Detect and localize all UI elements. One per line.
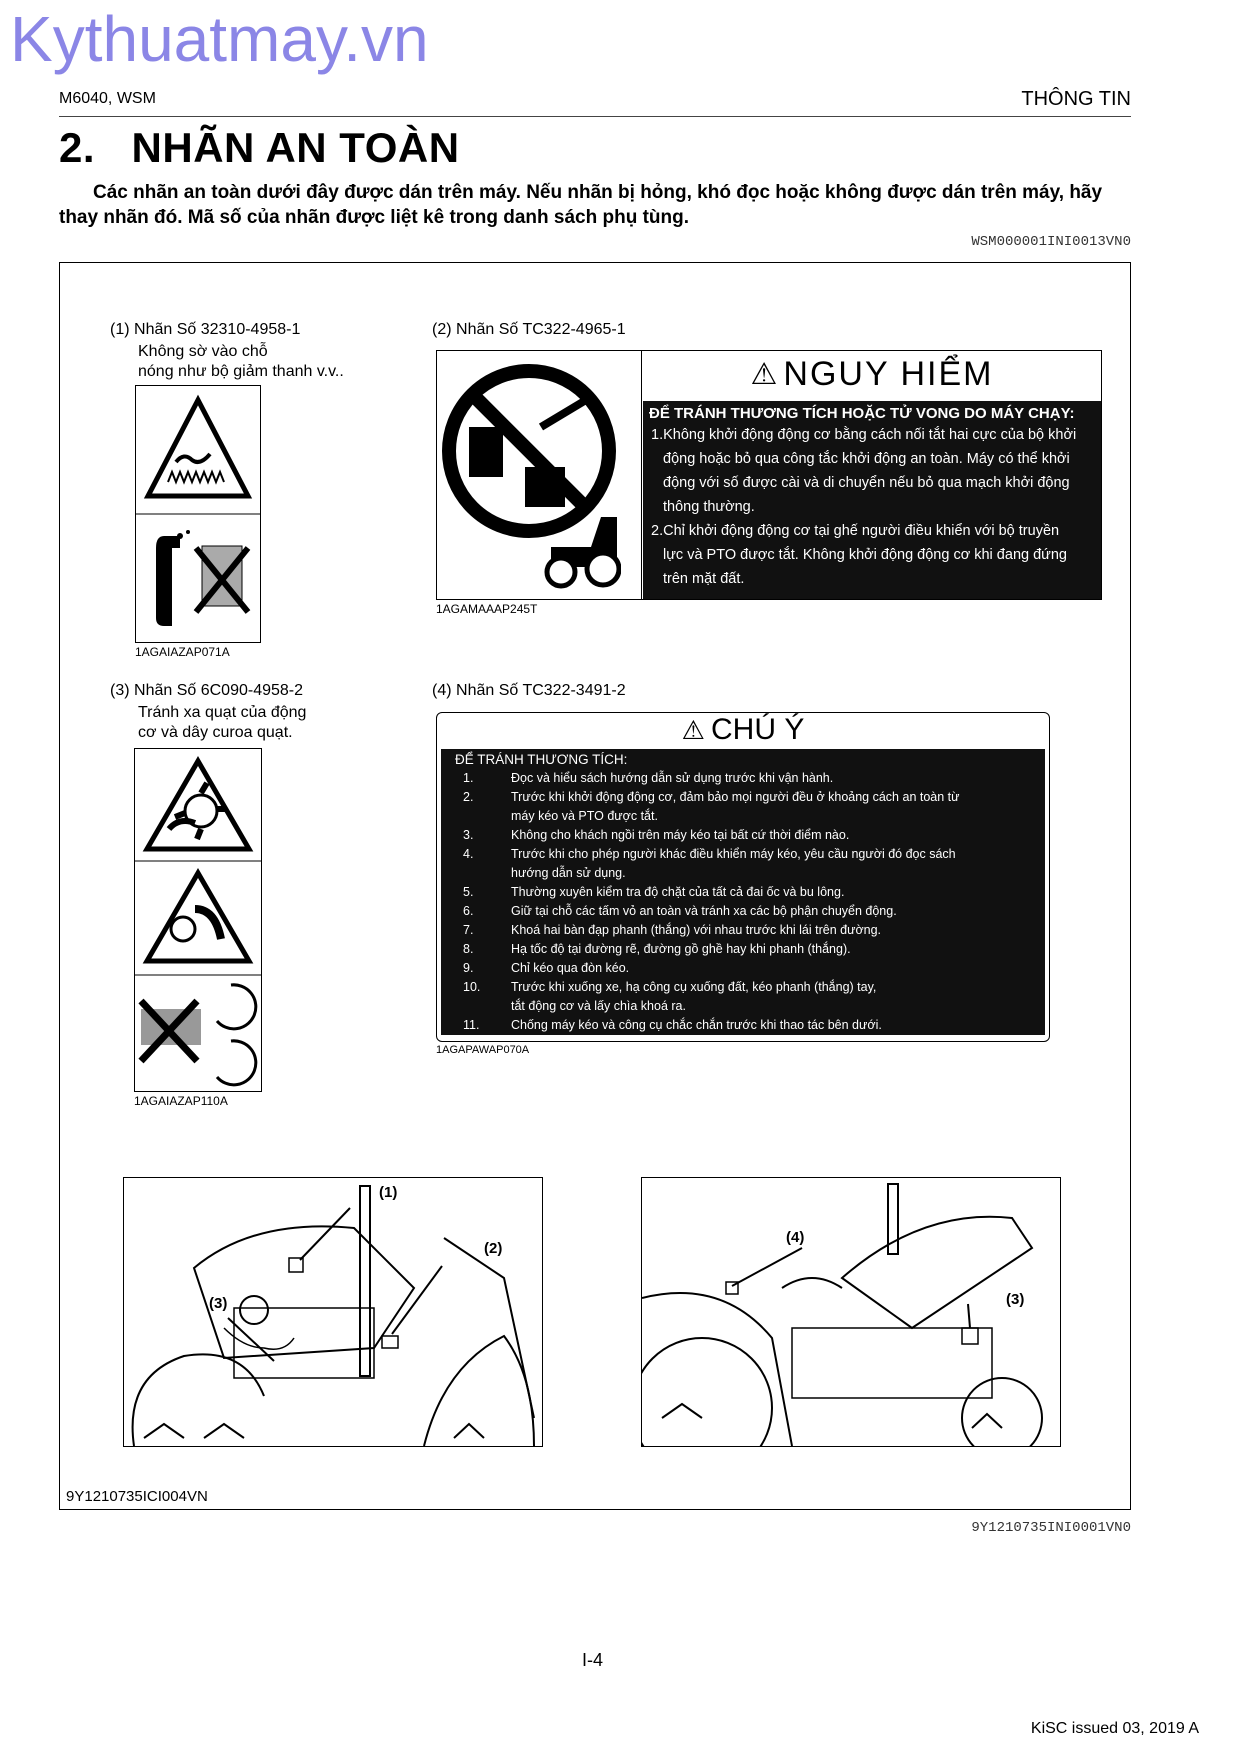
- caution-item: [455, 864, 1031, 883]
- warning-triangle-icon: ⚠: [681, 714, 705, 745]
- caution-item: [455, 921, 1031, 940]
- page-number: I-4: [582, 1650, 604, 1670]
- callout-left-3: (3): [209, 1295, 228, 1312]
- caution-item-number: 8.: [463, 942, 474, 956]
- caution-item-number: 6.: [463, 904, 474, 918]
- fan-warning-icon: [147, 761, 249, 849]
- caution-item-number: 7.: [463, 923, 474, 937]
- label-1-desc-1: Không sờ vào chỗ: [138, 343, 268, 360]
- header-section: THÔNG TIN: [1021, 88, 1131, 110]
- issue-note: KiSC issued 03, 2019 A: [1030, 1720, 1199, 1737]
- caution-text-panel: [441, 749, 1045, 1035]
- danger-subtitle: ĐỂ TRÁNH THƯƠNG TÍCH HOẶC TỬ VONG DO MÁY CHẠY:: [649, 405, 1075, 422]
- label-4-code: 1AGAPAWAP070A: [436, 1044, 530, 1056]
- caution-item: [455, 826, 1031, 845]
- caution-item: [455, 959, 1031, 978]
- caution-item-number: 2.: [463, 790, 474, 804]
- callout-right-3: (3): [1006, 1291, 1025, 1308]
- label-3-image: [134, 748, 262, 1092]
- caution-item-text: hướng dẫn sử dụng.: [511, 866, 626, 880]
- caution-item-number: 1.: [463, 771, 474, 785]
- header-divider: [59, 116, 1131, 117]
- caution-item-number: 4.: [463, 847, 474, 861]
- callout-right-4: (4): [786, 1229, 805, 1246]
- danger-item: 2.Chỉ khởi động động cơ tại ghế người điều khiển với bộ truyền: [651, 523, 1060, 539]
- caution-item-text: Hạ tốc độ tại đường rẽ, đường gồ ghề hay khi phanh (thắng).: [511, 942, 851, 956]
- belt-warning-icon: [147, 873, 249, 961]
- hot-surface-warning-icon: [148, 400, 248, 496]
- label-4-image: [436, 712, 1050, 1042]
- no-shortcut-start-icon: [441, 357, 621, 593]
- label-4-heading: (4) Nhãn Số TC322-3491-2: [432, 682, 626, 699]
- reference-code-bottom: 9Y1210735INI0001VN0: [971, 1520, 1131, 1536]
- caution-item-text: Đọc và hiểu sách hướng dẫn sử dụng trước khi vận hành.: [511, 771, 834, 785]
- intro-paragraph: Các nhãn an toàn dưới đây được dán trên máy. Nếu nhãn bị hỏng, khó đọc hoặc không được dán trên máy, hãy thay nhãn đó. Mã số của nhãn được liệt kê trong danh sách phụ tùng.: [59, 182, 1103, 228]
- caution-item: [455, 940, 1031, 959]
- label-1-heading: (1) Nhãn Số 32310-4958-1: [110, 321, 301, 338]
- muffler-no-touch-icon: [156, 530, 248, 626]
- caution-item-number: 5.: [463, 885, 474, 899]
- section-title: 2. NHÃN AN TOÀN: [59, 124, 460, 171]
- danger-header: ⚠ NGUY HIỂM: [750, 354, 994, 393]
- caution-item-number: 9.: [463, 961, 474, 975]
- danger-item: thông thường.: [663, 499, 755, 515]
- label-3-code: 1AGAIAZAP110A: [134, 1094, 228, 1108]
- callout-left-1: (1): [379, 1184, 398, 1201]
- warning-triangle-icon: ⚠: [750, 357, 780, 391]
- danger-item: động với số được cài và di chuyển nếu bỏ qua mạch khởi động: [663, 475, 1070, 491]
- caution-item-text: Không cho khách ngồi trên máy kéo tại bất cứ thời điểm nào.: [511, 828, 850, 842]
- danger-item: 1.Không khởi động động cơ bằng cách nối tắt hai cực của bộ khởi: [651, 427, 1077, 443]
- caution-item: [455, 807, 1031, 826]
- caution-header: ⚠ CHÚ Ý: [681, 713, 805, 746]
- caution-item: [455, 997, 1031, 1016]
- caution-item-text: máy kéo và PTO được tắt.: [511, 809, 658, 823]
- label-2-heading: (2) Nhãn Số TC322-4965-1: [432, 321, 626, 338]
- caution-item-number: [455, 807, 511, 826]
- label-1-image: [135, 385, 261, 643]
- figure-code: 9Y1210735ICI004VN: [66, 1488, 208, 1505]
- caution-item-text: Khoá hai bàn đạp phanh (thắng) với nhau trước khi lái trên đường.: [511, 923, 882, 937]
- danger-item: động hoặc bỏ qua công tắc khởi động an toàn. Máy có thể khởi: [663, 451, 1070, 467]
- caution-item: [455, 788, 1031, 807]
- tractor-left-illustration: [123, 1177, 543, 1447]
- label-1-code: 1AGAIAZAP071A: [135, 645, 230, 659]
- callout-left-2: (2): [484, 1240, 503, 1257]
- caution-item-number: 3.: [463, 828, 474, 842]
- caution-item-number: 11.: [463, 1018, 480, 1032]
- caution-item-number: 10.: [463, 980, 481, 994]
- reference-code-top: WSM000001INI0013VN0: [971, 234, 1131, 250]
- caution-item-text: Giữ tại chỗ các tấm vỏ an toàn và tránh xa các bộ phận chuyển động.: [511, 904, 897, 918]
- tractor-right-illustration: [641, 1177, 1061, 1447]
- caution-item-text: Trước khi cho phép người khác điều khiển máy kéo, yêu cầu người đó đọc sách: [511, 847, 956, 861]
- caution-item-number: [455, 997, 511, 1016]
- header-model: M6040, WSM: [59, 90, 156, 107]
- no-hand-near-fan-icon: [141, 985, 256, 1085]
- label-2-image: [436, 350, 1102, 600]
- caution-subtitle: ĐỂ TRÁNH THƯƠNG TÍCH:: [455, 752, 628, 767]
- caution-item: [455, 883, 1031, 902]
- caution-item-text: Chỉ kéo qua đòn kéo.: [511, 961, 630, 975]
- caution-item-text: tắt động cơ và lấy chìa khoá ra.: [511, 999, 686, 1013]
- caution-item: [455, 769, 1031, 788]
- label-1-desc-2: nóng như bộ giảm thanh v.v..: [138, 363, 344, 380]
- label-2-code: 1AGAMAAAP245T: [436, 602, 538, 616]
- caution-item: [455, 845, 1031, 864]
- caution-item-text: Trước khi xuống xe, hạ công cụ xuống đất, kéo phanh (thắng) tay,: [511, 980, 877, 994]
- caution-item-text: Thường xuyên kiểm tra độ chặt của tất cả đai ốc và bu lông.: [511, 885, 845, 899]
- caution-item-text: Trước khi khởi động động cơ, đảm bảo mọi người đều ở khoảng cách an toàn từ: [511, 790, 960, 804]
- caution-item: [455, 978, 1031, 997]
- caution-item: [455, 902, 1031, 921]
- danger-text-panel: [643, 401, 1101, 599]
- caution-list: [455, 769, 1031, 1035]
- label-3-desc-1: Tránh xa quạt của động: [138, 704, 307, 721]
- danger-item: lực và PTO được tắt. Không khởi động động cơ khi đang đứng: [663, 547, 1067, 563]
- label-3-heading: (3) Nhãn Số 6C090-4958-2: [110, 682, 304, 699]
- watermark: Kythuatmay.vn: [10, 3, 429, 75]
- caution-item-text: Chống máy kéo và công cụ chắc chắn trước khi thao tác bên dưới.: [511, 1018, 882, 1032]
- caution-item-number: [455, 864, 511, 883]
- danger-item: trên mặt đất.: [663, 571, 745, 587]
- label-3-desc-2: cơ và dây curoa quạt.: [138, 724, 293, 741]
- caution-item: [455, 1016, 1031, 1035]
